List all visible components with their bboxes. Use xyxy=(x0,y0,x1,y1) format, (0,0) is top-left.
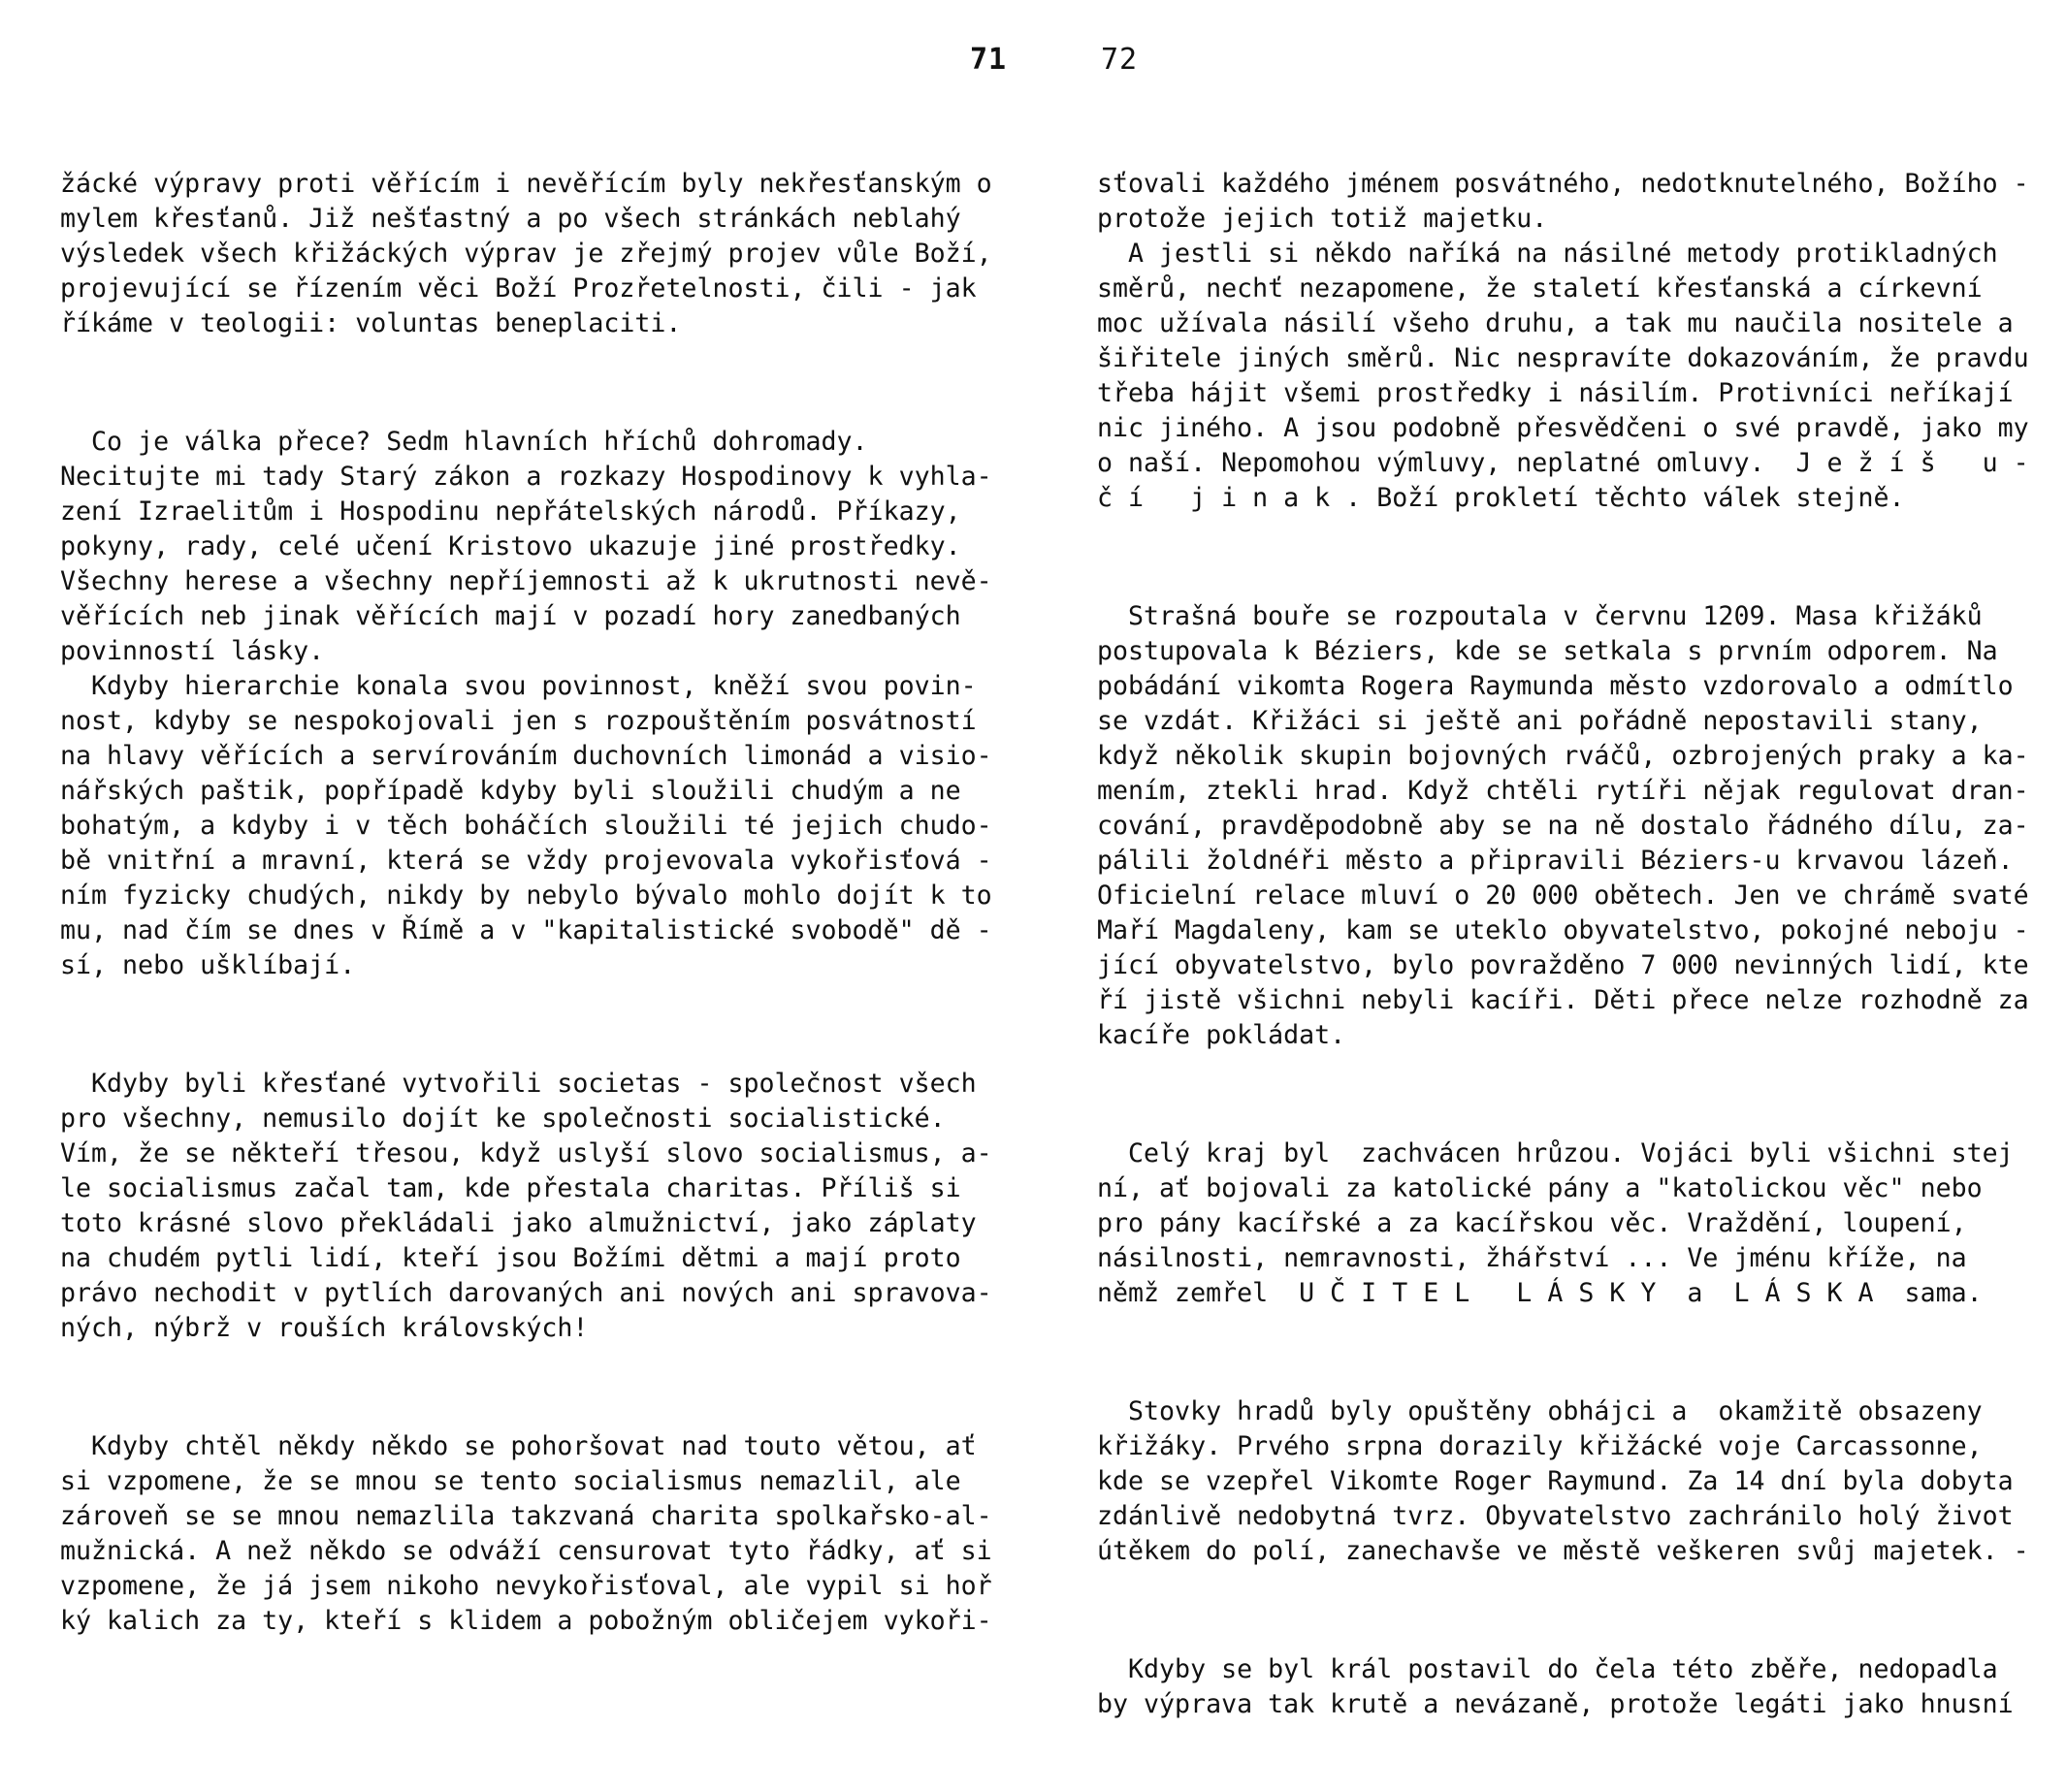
page-body xyxy=(60,97,1020,1709)
paragraph: Kdyby chtěl někdy někdo se pohoršovat nad touto větou, ať si vzpomene, že se mnou se tento socialismus nemazlil, ale zároveň se se mnou nemazlila takzvaná charita spolkařsko-al- mužnická. A než někdo se odváží censurovat tyto řádky, ať si vzpomene, že já jsem nikoho nevykořisťoval, ale vypil si hoř ký kalich za ty, kteří s klidem a pobožným obličejem vykoři- xyxy=(60,1431,992,1636)
paragraph: sťovali každého jménem posvátného, nedotknutelného, Božího - protože jejich totiž majetku. A jestli si někdo naříká na násilné metody protikladných směrů, nechť nezapomene, že staletí křesťanská a církevní moc užívala násilí všeho druhu, a tak mu naučila nositele a šiřitele jiných směrů. Nic nespravíte dokazováním, že pravdu třeba hájit všemi prostředky i násilím. Protivníci neříkají nic jiného. A jsou podobně přesvědčeni o své pravdě, jako my o naší. Nepomohou výmluvy, neplatné omluvy. J e ž í š u - č í j i n a k . Boží prokletí těchto válek stejně. xyxy=(1097,169,2029,513)
page-body xyxy=(1097,97,2057,1792)
paragraph: Strašná bouře se rozpoutala v červnu 1209. Masa křižáků postupovala k Béziers, kde se setkala s prvním odporem. Na pobádání vikomta Rogera Raymunda město vzdorovalo a odmítlo se vzdát. Křižáci si ještě ani pořádně nepostavili stany, když několik skupin bojovných rváčů, ozbrojených praky a ka- mením, ztekli hrad. Když chtěli rytíři nějak regulovat dran- cování, pravděpodobně aby se na ně dostalo řádného dílu, za- pálili žoldnéři město a připravili Béziers-u krvavou lázeň. Oficielní relace mluví o 20 000 obětech. Jen ve chrámě svaté Maří Magdaleny, kam se uteklo obyvatelstvo, pokojné neboju - jící obyvatelstvo, bylo povražděno 7 000 nevinných lidí, kte ří jistě všichni nebyli kacíři. Děti přece nelze rozhodně za kacíře pokládat. xyxy=(1097,601,2029,1050)
paragraph: Kdyby byli křesťané vytvořili societas - společnost všech pro všechny, nemusilo dojít ke společnosti socialistické. Vím, že se někteří třesou, když uslyší slovo socialismus, a- le socialismus začal tam, kde přestala charitas. Příliš si toto krásné slovo překládali jako almužnictví, jako záplaty na chudém pytli lidí, kteří jsou Božími dětmi a mají proto právo nechodit v pytlích darovaných ani nových ani spravova- ných, nýbrž v rouších královských! xyxy=(60,1069,992,1343)
page-number: 71 xyxy=(970,43,1008,77)
paragraph: žácké výpravy proti věřícím i nevěřícím byly nekřesťanským o mylem křesťanů. Již nešťastný a po všech stránkách neblahý výsledek všech křižáckých výprav je zřejmý projev vůle Boží, projevující se řízením věci Boží Prozřetelnosti, čili - jak říkáme v teologii: voluntas beneplaciti. xyxy=(60,169,992,338)
paragraph: Stovky hradů byly opuštěny obhájci a okamžitě obsazeny křižáky. Prvého srpna dorazily křižácké voje Carcassonne, kde se vzepřel Vikomte Roger Raymund. Za 14 dní byla dobyta zdánlivě nedobytná tvrz. Obyvatelstvo zachránilo holý život útěkem do polí, zanechavše ve městě veškeren svůj majetek. - xyxy=(1097,1396,2029,1566)
paragraph: Co je válka přece? Sedm hlavních hříchů dohromady. Necitujte mi tady Starý zákon a rozkazy Hospodinovy k vyhla- zení Izraelitům i Hospodinu nepřátelských národů. Příkazy, pokyny, rady, celé učení Kristovo ukazuje jiné prostředky. Všechny herese a všechny nepříjemnosti až k ukrutnosti nevě- věřících neb jinak věřících mají v pozadí hory zanedbaných povinností lásky. Kdyby hierarchie konala svou povinnost, kněží svou povin- nost, kdyby se nespokojovali jen s rozpouštěním posvátností na hlavy věřících a servírováním duchovních limonád a visio- nářských paštik, popřípadě kdyby byli sloužili chudým a ne bohatým, a kdyby i v těch boháčích sloužili té jejich chudo- bě vnitřní a mravní, která se vždy projevovala vykořisťová - ním fyzicky chudých, nikdy by nebylo bývalo mohlo dojít k to mu, nad čím se dnes v Římě a v "kapitalistické svobodě" dě - sí, nebo ušklíbají. xyxy=(60,427,992,980)
paragraph: Celý kraj byl zachvácen hrůzou. Vojáci byli všichni stej ní, ať bojovali za katolické pány a "katolickou věc" nebo pro pány kacířské a za kacířskou věc. Vraždění, loupení, násilnosti, nemravnosti, žhářství ... Ve jménu kříže, na němž zemřel U Č I T E L L Á S K Y a L Á S K A sama. xyxy=(1097,1138,2014,1308)
left-page xyxy=(0,0,1033,1636)
page-number: 72 xyxy=(1101,43,1139,77)
right-page xyxy=(1033,0,2066,1719)
paragraph: Kdyby se byl král postavil do čela této zběře, nedopadla by výprava tak krutě a nevázaně, protože legáti jako hnusní xyxy=(1097,1654,2014,1719)
